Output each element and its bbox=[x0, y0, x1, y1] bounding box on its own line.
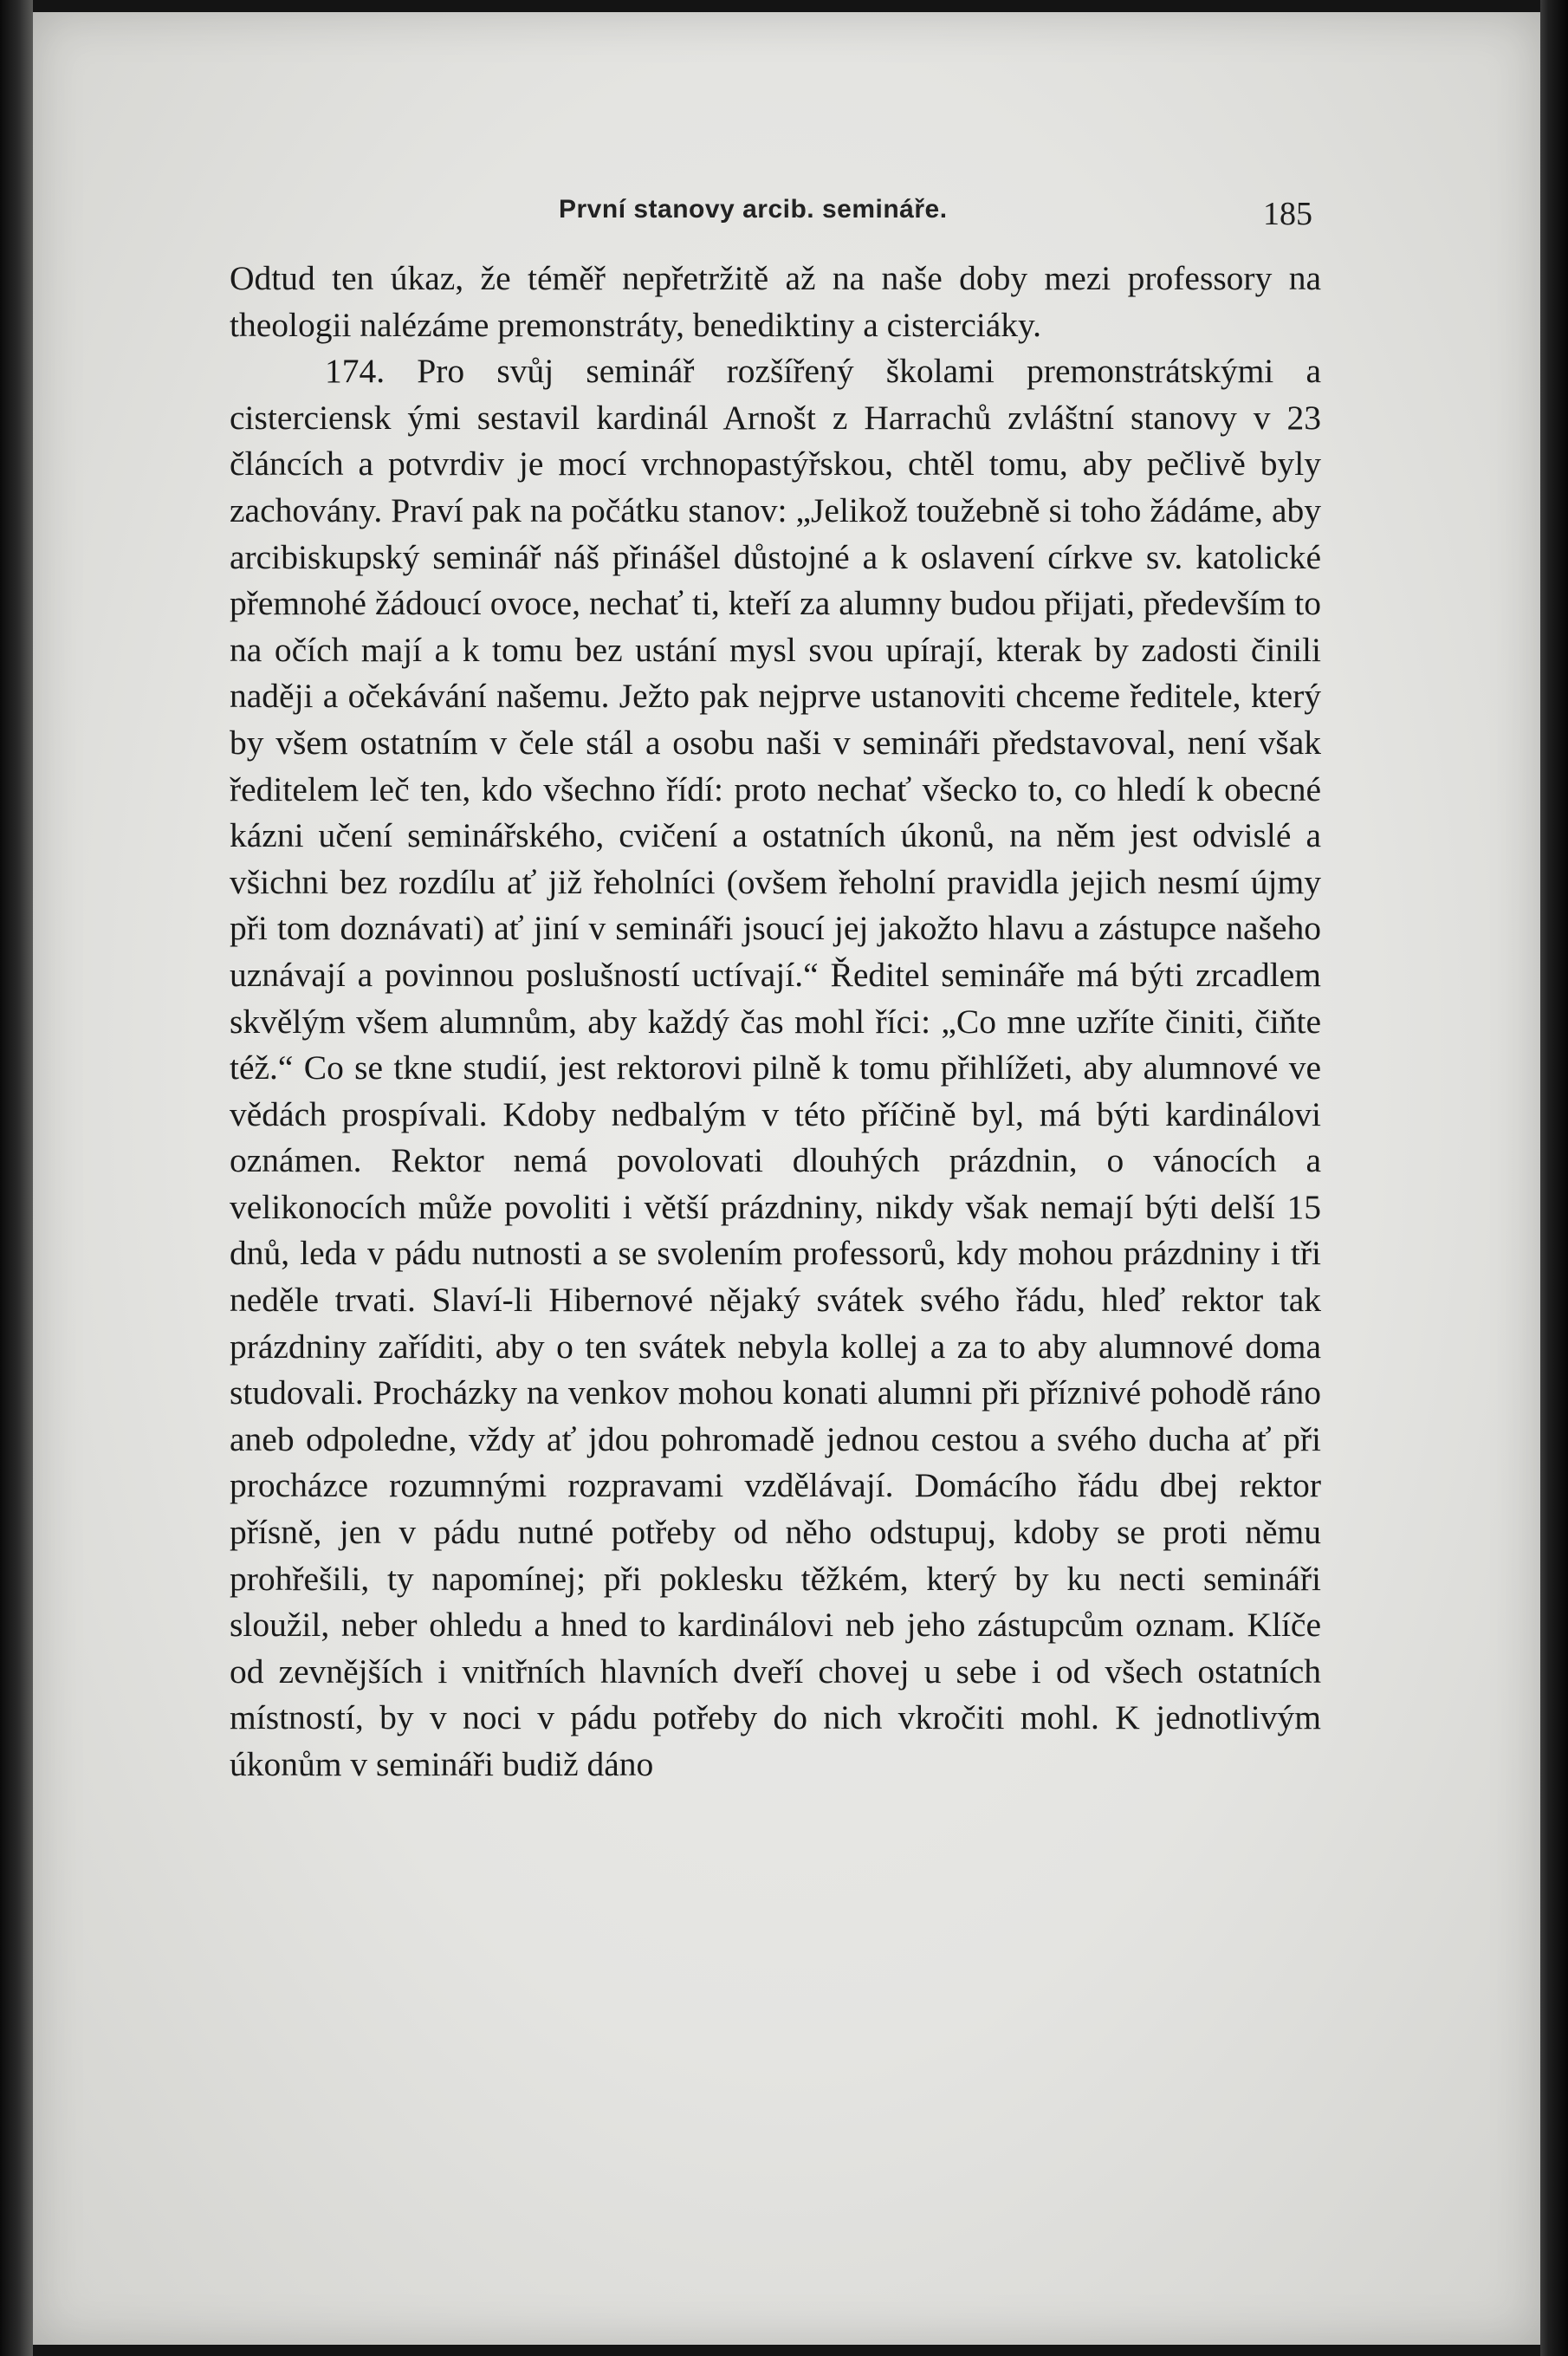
paragraph-intro: Odtud ten úkaz, že téměř nepřetržitě až na naše doby mezi professory na theologii nalézáme premonstráty, benediktiny a cisterciáky. bbox=[230, 259, 1321, 344]
text-block bbox=[230, 195, 1321, 1788]
running-header-title: První stanovy arcib. semináře. bbox=[559, 195, 948, 224]
running-header bbox=[230, 195, 1321, 256]
page-number: 185 bbox=[1263, 196, 1312, 232]
page-edge-shadow bbox=[1540, 0, 1568, 2356]
paragraph-174: 174. Pro svůj seminář rozšířený školami premonstrátskými a cisterciensk ými sestavil kardinál Arnošt z Harrachů zvláštní stanovy v 23 článcích a potvrdiv je mocí vrchnopastýřskou, chtěl tomu, aby pečlivě byly zachovány. Praví pak na počátku stanov: „Jelikož toužebně si toho žádáme, aby arcibiskupský seminář náš přinášel důstojné a k oslavení církve sv. katolické přemnohé žádoucí ovoce, nechať ti, kteří za alumny budou přijati, především to na očích mají a k tomu bez ustání mysl svou upírají, kterak by zadosti činili naději a očekávání našemu. Ježto pak nejprve ustanoviti chceme ředitele, který by všem ostatním v čele stál a osobu naši v semináři představoval, není však ředitelem leč ten, kdo všechno řídí: proto nechať všecko to, co hledí k obecné kázni učení seminářského, cvičení a ostatních úkonů, na něm jest odvislé a všichni bez rozdílu ať již řeholníci (ovšem řeholní pravidla jejich nesmí újmy při tom doznávati) ať jiní v semináři jsoucí jej jakožto hlavu a zástupce našeho uznávají a povinnou poslušností uctívají.“ Ředitel semináře má býti zrcadlem skvělým všem alumnům, aby každý čas mohl říci: „Co mne uzříte činiti, čiňte též.“ Co se tkne studií, jest rektorovi pilně k tomu přihlížeti, aby alumnové ve vědách prospívali. Kdoby nedbalým v této příčině byl, má býti kardinálovi oznámen. Rektor nemá povolovati dlouhých prázdnin, o vánocích a velikonocích může povoliti i větší prázdniny, nikdy však nemají býti delší 15 dnů, leda v pádu nutnosti a se svolením professorů, kdy mohou prázdniny i tři neděle trvati. Slaví-li Hibernové nějaký svátek svého řádu, hleď rektor tak prázdniny zaříditi, aby o ten svátek nebyla kollej a za to aby alumnové doma studovali. Procházky na venkov mohou konati alumni při příznivé pohodě ráno aneb odpoledne, vždy ať jdou pohromadě jednou cestou a svého ducha ať při procházce rozumnými rozpravami vzdělávají. Domácího řádu dbej rektor přísně, jen v pádu nutné potřeby od něho odstupuj, kdoby se proti němu prohřešili, ty napomínej; při poklesku těžkém, který by ku necti semináři sloužil, neber ohledu a hned to kardinálovi neb jeho zástupcům oznam. Klíče od zevnějších i vnitřních hlavních dveří chovej u sebe i od všech ostatních místností, by v noci v pádu potřeby do nich vkročiti mohl. K jednotlivým úkonům v semináři budiž dáno bbox=[230, 352, 1321, 1783]
book-spine-shadow bbox=[0, 0, 33, 2356]
